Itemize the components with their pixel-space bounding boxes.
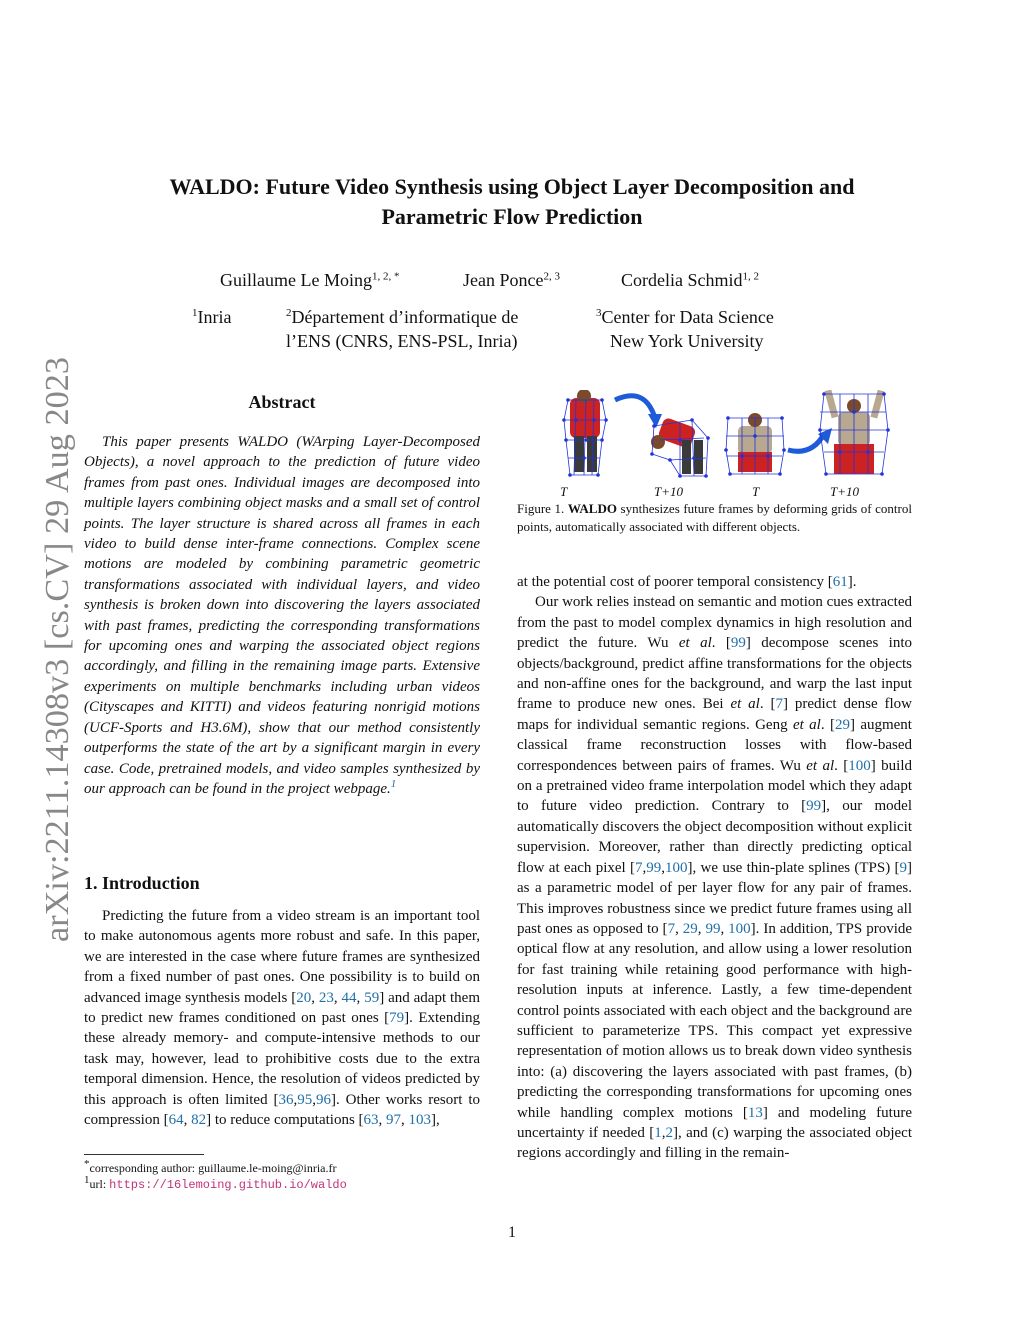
title-line-1: WALDO: Future Video Synthesis using Object Layer Decomposition and (169, 174, 855, 199)
author-sup: 1, 2, * (371, 270, 400, 283)
citation-link[interactable]: 23 (318, 989, 334, 1006)
affiliation-2 (286, 305, 518, 353)
author-name: Jean Ponce (463, 270, 544, 290)
title-line-2: Parametric Flow Prediction (381, 204, 643, 229)
citation-link[interactable]: 100 (664, 859, 688, 876)
citation-link[interactable]: 64 (168, 1112, 184, 1129)
intro-body (84, 906, 480, 1130)
citation-link[interactable]: 44 (341, 989, 357, 1006)
page-number: 1 (508, 1224, 516, 1241)
citation-link[interactable]: 20 (296, 989, 312, 1006)
citation-link[interactable]: 13 (747, 1104, 763, 1121)
citation-link[interactable]: 79 (389, 1010, 405, 1027)
citation-link[interactable]: 100 (848, 757, 871, 774)
affiliation-sup: 1 (192, 307, 198, 319)
citation-link[interactable]: 7 (667, 920, 676, 937)
citation-link[interactable]: 99 (705, 920, 721, 937)
citation-link[interactable]: 100 (728, 920, 751, 937)
arrow-icon (788, 434, 824, 451)
affiliation-line: l’ENS (CNRS, ENS-PSL, Inria) (286, 331, 518, 351)
affiliation-line: Département d’informatique de (291, 307, 519, 327)
citation-link[interactable]: 7 (775, 696, 783, 713)
arxiv-id: arXiv:2211.14308v3 [cs.CV] 29 Aug 2023 (39, 361, 76, 942)
citation-link[interactable]: 97 (386, 1112, 402, 1129)
footnote-link[interactable]: 1 (390, 777, 397, 790)
frame-label-t: T (560, 484, 568, 499)
citation-link[interactable]: 99 (646, 859, 662, 876)
citation-link[interactable]: 59 (364, 989, 380, 1006)
footnote-rule (84, 1154, 204, 1155)
affiliation-1 (192, 305, 231, 329)
intro-paragraph: Predicting the future from a video stream is an important tool to make autonomous agents more robust and safe. In this paper, we are interested in the case where future frames are synthesized from a fixed number of past ones. One possibility is to build on advanced image synthesis models [20, 23, 44, 59] and adapt them to predict new frames conditioned on past ones [79]. Extending these already memory- and compute-intensive methods to our task may, however, lead to prohibitive costs due to the extra temporal dimension. Hence, the resolution of videos predicted by this approach is often limited [36,95,96]. Other works resort to compression [64, 82] to reduce computations [63, 97, 103], (84, 908, 481, 1129)
frame-label-t: T (752, 484, 760, 499)
intro-heading: 1. Introduction (84, 873, 200, 893)
figure-caption: Figure 1. WALDO synthesizes future frames by deforming grids of control points, automatically associated with different objects. (517, 501, 912, 534)
citation-link[interactable]: 82 (191, 1112, 207, 1129)
citation-link[interactable]: 29 (682, 920, 698, 937)
footnote-1: *corresponding author: guillaume.le-moing@inria.fr (84, 1158, 337, 1175)
paper-title (0, 172, 1024, 232)
footnotes (84, 1160, 480, 1193)
citation-link[interactable]: 1 (654, 1124, 662, 1141)
frame-label-t10: T+10 (830, 484, 860, 499)
affiliation-sup: 3 (596, 307, 602, 319)
author-name: Guillaume Le Moing (220, 270, 372, 290)
author-2 (463, 270, 560, 291)
person-standing-figure (562, 390, 608, 477)
right-paragraph-1: at the potential cost of poorer temporal consistency [61]. (517, 574, 857, 590)
author-name: Cordelia Schmid (621, 270, 743, 290)
citation-link[interactable]: 99 (806, 798, 822, 815)
citation-link[interactable]: 99 (730, 635, 746, 652)
citation-link[interactable]: 95 (297, 1091, 313, 1108)
affiliation-line: New York University (610, 331, 764, 351)
citation-link[interactable]: 9 (899, 859, 907, 876)
abstract-body (84, 432, 480, 799)
abstract-text: This paper presents WALDO (WArping Layer-Decomposed Objects), a novel approach to the prediction of future video frames from past ones. Individual images are decomposed into multiple layers combining object masks and a small set of control points. The layer structure is shared across all frames in each video to build dense inter-frame connections. Complex scene motions are modeled by combining parametric geometric transformations associated with individual layers, and video synthesis is broken down into discovering the layers associated with past frames, predicting the corresponding transformations for upcoming ones and warping the associated object regions accordingly, and filling in the remaining image parts. Extensive experiments on multiple benchmarks including urban videos (Cityscapes and KITTI) and videos featuring nonrigid motions (UCF-Sports and H3.6M), show that our method consistently outperforms the state of the art by a significant margin in every case. Code, pretrained models, and video samples synthesized by our approach can be found in the project webpage. (84, 434, 480, 797)
abstract-heading: Abstract (248, 392, 316, 412)
person-bending-figure (650, 417, 710, 478)
arxiv-stamp (20, 350, 80, 950)
affiliation-3 (596, 305, 774, 353)
citation-link[interactable]: 63 (363, 1112, 379, 1129)
citation-link[interactable]: 36 (278, 1091, 294, 1108)
citation-link[interactable]: 96 (315, 1091, 331, 1108)
citation-link[interactable]: 103 (408, 1112, 432, 1129)
citation-link[interactable]: 61 (832, 574, 848, 590)
right-paragraph-2: Our work relies instead on semantic and motion cues extracted from the past to model complex dynamics in high resolution and predict the future. Wu et al. [99] decompose scenes into objects/background, predict affine transformations for the objects and non-affine ones for the background, and warp the last input frame to produce new ones. Bei et al. [7] predict dense flow maps for individual semantic regions. Geng et al. [29] augment classical frame reconstruction losses with flow-based correspondences between pairs of frames. Wu et al. [100] build on a pretrained video frame interpolation model which they adapt to future video prediction. Contrary to [99], our model automatically discovers the object decomposition without explicit supervision. Moreover, rather than directly predicting optical flow at each pixel [7,99,100], we use thin-plate splines (TPS) [9] as a parametric model of per layer flow for any pair of frames. This improves robustness since we predict future frames using all past ones as opposed to [7, 29, 99, 100]. In addition, TPS provide optical flow at any resolution, and allow using a lower resolution for fast training while retaining good performance with high-resolution inputs at inference. Lastly, a few time-dependent control points associated with each object and the background are sufficient to parameterize TPS. This compact yet expressive representation of motion allows us to break down video synthesis into: (a) discovering the layers associated with past frames, (b) predicting the corresponding transformations for upcoming ones while handling complex motions [13] and modeling future uncertainty if needed [1,2], and (c) warping the associated object regions accordingly and filling in the remain- (517, 594, 913, 1162)
affiliation-line: Inria (197, 307, 232, 327)
author-3 (621, 270, 759, 291)
citation-link[interactable]: 7 (634, 859, 643, 876)
project-url-link[interactable]: https://16lemoing.github.io/waldo (109, 1178, 347, 1192)
author-sup: 2, 3 (543, 270, 560, 283)
footnote-2: $^1$url: https://16lemoing.github.io/waldo (84, 1174, 347, 1192)
affiliation-sup: 2 (286, 307, 292, 319)
affiliation-line: Center for Data Science (601, 307, 774, 327)
frame-label-t10: T+10 (654, 484, 684, 499)
author-sup: 1, 2 (742, 270, 759, 283)
right-column (517, 572, 912, 1164)
citation-link[interactable]: 2 (665, 1124, 673, 1141)
citation-link[interactable]: 29 (834, 716, 850, 733)
person-crouching-figure (724, 413, 786, 476)
author-1 (220, 270, 399, 291)
